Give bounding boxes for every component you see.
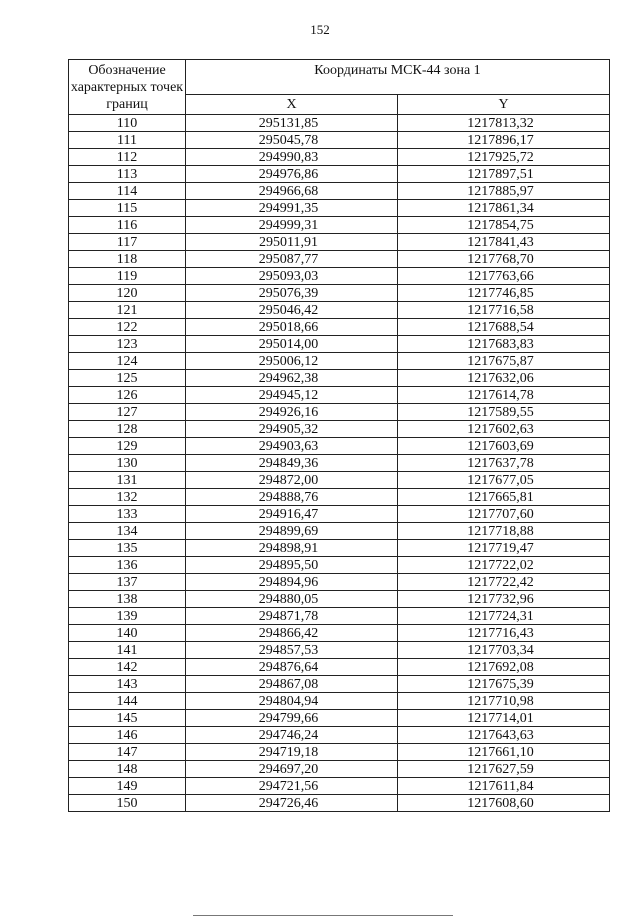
point-cell: 118 [69,251,186,268]
point-cell: 122 [69,319,186,336]
point-cell: 123 [69,336,186,353]
x-coordinate-cell: 295018,66 [186,319,398,336]
point-cell: 132 [69,489,186,506]
table-row [69,217,610,234]
x-coordinate-cell: 295014,00 [186,336,398,353]
table-row [69,693,610,710]
x-coordinate-cell: 295076,39 [186,285,398,302]
x-coordinate-cell: 294871,78 [186,608,398,625]
point-cell: 145 [69,710,186,727]
table-row [69,642,610,659]
x-coordinate-cell: 294898,91 [186,540,398,557]
x-coordinate-cell: 295045,78 [186,132,398,149]
page-bottom-line [193,915,453,916]
table-row [69,727,610,744]
point-cell: 111 [69,132,186,149]
table-row [69,472,610,489]
table-row [69,149,610,166]
y-coordinate-cell: 1217925,72 [398,149,610,166]
x-coordinate-cell: 294926,16 [186,404,398,421]
table-row [69,744,610,761]
x-coordinate-cell: 294966,68 [186,183,398,200]
point-cell: 110 [69,115,186,132]
y-coordinate-cell: 1217675,39 [398,676,610,693]
y-coordinate-cell: 1217897,51 [398,166,610,183]
x-coordinate-cell: 294804,94 [186,693,398,710]
point-cell: 124 [69,353,186,370]
y-coordinate-cell: 1217677,05 [398,472,610,489]
y-coordinate-cell: 1217885,97 [398,183,610,200]
x-coordinate-cell: 294880,05 [186,591,398,608]
point-cell: 148 [69,761,186,778]
table-row [69,387,610,404]
point-cell: 138 [69,591,186,608]
point-cell: 116 [69,217,186,234]
y-coordinate-cell: 1217707,60 [398,506,610,523]
table-row [69,778,610,795]
y-coordinate-cell: 1217719,47 [398,540,610,557]
point-cell: 117 [69,234,186,251]
x-coordinate-cell: 295011,91 [186,234,398,251]
x-column-header: X [186,95,398,115]
y-coordinate-cell: 1217632,06 [398,370,610,387]
point-column-header: Обозначение характерных точек границ [69,60,186,115]
x-coordinate-cell: 295093,03 [186,268,398,285]
table-row [69,251,610,268]
table-row [69,608,610,625]
point-cell: 139 [69,608,186,625]
point-cell: 144 [69,693,186,710]
table-row [69,132,610,149]
y-coordinate-cell: 1217637,78 [398,455,610,472]
point-cell: 120 [69,285,186,302]
point-cell: 149 [69,778,186,795]
table-row [69,591,610,608]
x-coordinate-cell: 294962,38 [186,370,398,387]
x-coordinate-cell: 294697,20 [186,761,398,778]
x-coordinate-cell: 294895,50 [186,557,398,574]
point-cell: 140 [69,625,186,642]
y-coordinate-cell: 1217718,88 [398,523,610,540]
table-row [69,268,610,285]
table-row [69,795,610,812]
y-coordinate-cell: 1217724,31 [398,608,610,625]
y-coordinate-cell: 1217589,55 [398,404,610,421]
point-cell: 133 [69,506,186,523]
x-coordinate-cell: 294888,76 [186,489,398,506]
x-coordinate-cell: 294976,86 [186,166,398,183]
y-coordinate-cell: 1217710,98 [398,693,610,710]
x-coordinate-cell: 294866,42 [186,625,398,642]
point-cell: 119 [69,268,186,285]
table-row [69,455,610,472]
table-row [69,421,610,438]
table-row [69,319,610,336]
point-cell: 147 [69,744,186,761]
y-coordinate-cell: 1217896,17 [398,132,610,149]
x-coordinate-cell: 294905,32 [186,421,398,438]
y-coordinate-cell: 1217722,02 [398,557,610,574]
table-row [69,710,610,727]
point-cell: 126 [69,387,186,404]
y-coordinate-cell: 1217608,60 [398,795,610,812]
point-cell: 113 [69,166,186,183]
y-coordinate-cell: 1217665,81 [398,489,610,506]
table-row [69,659,610,676]
table-row [69,370,610,387]
point-cell: 150 [69,795,186,812]
coordinates-table [68,59,610,812]
table-row [69,676,610,693]
x-coordinate-cell: 294876,64 [186,659,398,676]
y-coordinate-cell: 1217854,75 [398,217,610,234]
x-coordinate-cell: 295006,12 [186,353,398,370]
table-header [69,60,610,115]
y-coordinate-cell: 1217722,42 [398,574,610,591]
x-coordinate-cell: 294719,18 [186,744,398,761]
x-coordinate-cell: 294999,31 [186,217,398,234]
point-cell: 127 [69,404,186,421]
y-coordinate-cell: 1217688,54 [398,319,610,336]
point-cell: 112 [69,149,186,166]
y-coordinate-cell: 1217614,78 [398,387,610,404]
x-coordinate-cell: 295046,42 [186,302,398,319]
point-cell: 143 [69,676,186,693]
y-coordinate-cell: 1217643,63 [398,727,610,744]
x-coordinate-cell: 294857,53 [186,642,398,659]
point-cell: 114 [69,183,186,200]
point-cell: 137 [69,574,186,591]
y-coordinate-cell: 1217603,69 [398,438,610,455]
point-cell: 121 [69,302,186,319]
point-cell: 125 [69,370,186,387]
table-row [69,183,610,200]
y-coordinate-cell: 1217813,32 [398,115,610,132]
x-coordinate-cell: 295087,77 [186,251,398,268]
table-row [69,557,610,574]
point-cell: 136 [69,557,186,574]
table-row [69,625,610,642]
table-header-row [69,60,610,95]
x-coordinate-cell: 294849,36 [186,455,398,472]
point-cell: 115 [69,200,186,217]
x-coordinate-cell: 294899,69 [186,523,398,540]
point-cell: 146 [69,727,186,744]
point-cell: 129 [69,438,186,455]
y-coordinate-cell: 1217627,59 [398,761,610,778]
x-coordinate-cell: 294894,96 [186,574,398,591]
x-coordinate-cell: 295131,85 [186,115,398,132]
y-coordinate-cell: 1217714,01 [398,710,610,727]
table-row [69,336,610,353]
y-coordinate-cell: 1217602,63 [398,421,610,438]
y-coordinate-cell: 1217746,85 [398,285,610,302]
y-coordinate-cell: 1217861,34 [398,200,610,217]
table-row [69,302,610,319]
y-coordinate-cell: 1217703,34 [398,642,610,659]
point-cell: 128 [69,421,186,438]
y-coordinate-cell: 1217611,84 [398,778,610,795]
point-cell: 134 [69,523,186,540]
table-row [69,353,610,370]
table-row [69,200,610,217]
table-row [69,285,610,302]
y-coordinate-cell: 1217683,83 [398,336,610,353]
coordinates-header: Координаты МСК-44 зона 1 [186,60,610,95]
table-row [69,166,610,183]
point-cell: 141 [69,642,186,659]
x-coordinate-cell: 294916,47 [186,506,398,523]
table-body [69,115,610,812]
point-cell: 135 [69,540,186,557]
y-coordinate-cell: 1217661,10 [398,744,610,761]
y-coordinate-cell: 1217716,58 [398,302,610,319]
table-row [69,404,610,421]
x-coordinate-cell: 294903,63 [186,438,398,455]
x-coordinate-cell: 294726,46 [186,795,398,812]
page-number: 152 [310,22,330,37]
point-cell: 142 [69,659,186,676]
x-coordinate-cell: 294945,12 [186,387,398,404]
table-row [69,489,610,506]
table-row [69,523,610,540]
y-coordinate-cell: 1217675,87 [398,353,610,370]
table-row [69,115,610,132]
y-coordinate-cell: 1217716,43 [398,625,610,642]
y-column-header: Y [398,95,610,115]
table-row [69,540,610,557]
y-coordinate-cell: 1217768,70 [398,251,610,268]
x-coordinate-cell: 294991,35 [186,200,398,217]
table-row [69,234,610,251]
table-row [69,506,610,523]
table-row [69,574,610,591]
x-coordinate-cell: 294867,08 [186,676,398,693]
y-coordinate-cell: 1217841,43 [398,234,610,251]
x-coordinate-cell: 294746,24 [186,727,398,744]
point-cell: 130 [69,455,186,472]
y-coordinate-cell: 1217732,96 [398,591,610,608]
table-row [69,761,610,778]
x-coordinate-cell: 294872,00 [186,472,398,489]
x-coordinate-cell: 294721,56 [186,778,398,795]
point-cell: 131 [69,472,186,489]
table-row [69,438,610,455]
y-coordinate-cell: 1217763,66 [398,268,610,285]
y-coordinate-cell: 1217692,08 [398,659,610,676]
x-coordinate-cell: 294799,66 [186,710,398,727]
x-coordinate-cell: 294990,83 [186,149,398,166]
